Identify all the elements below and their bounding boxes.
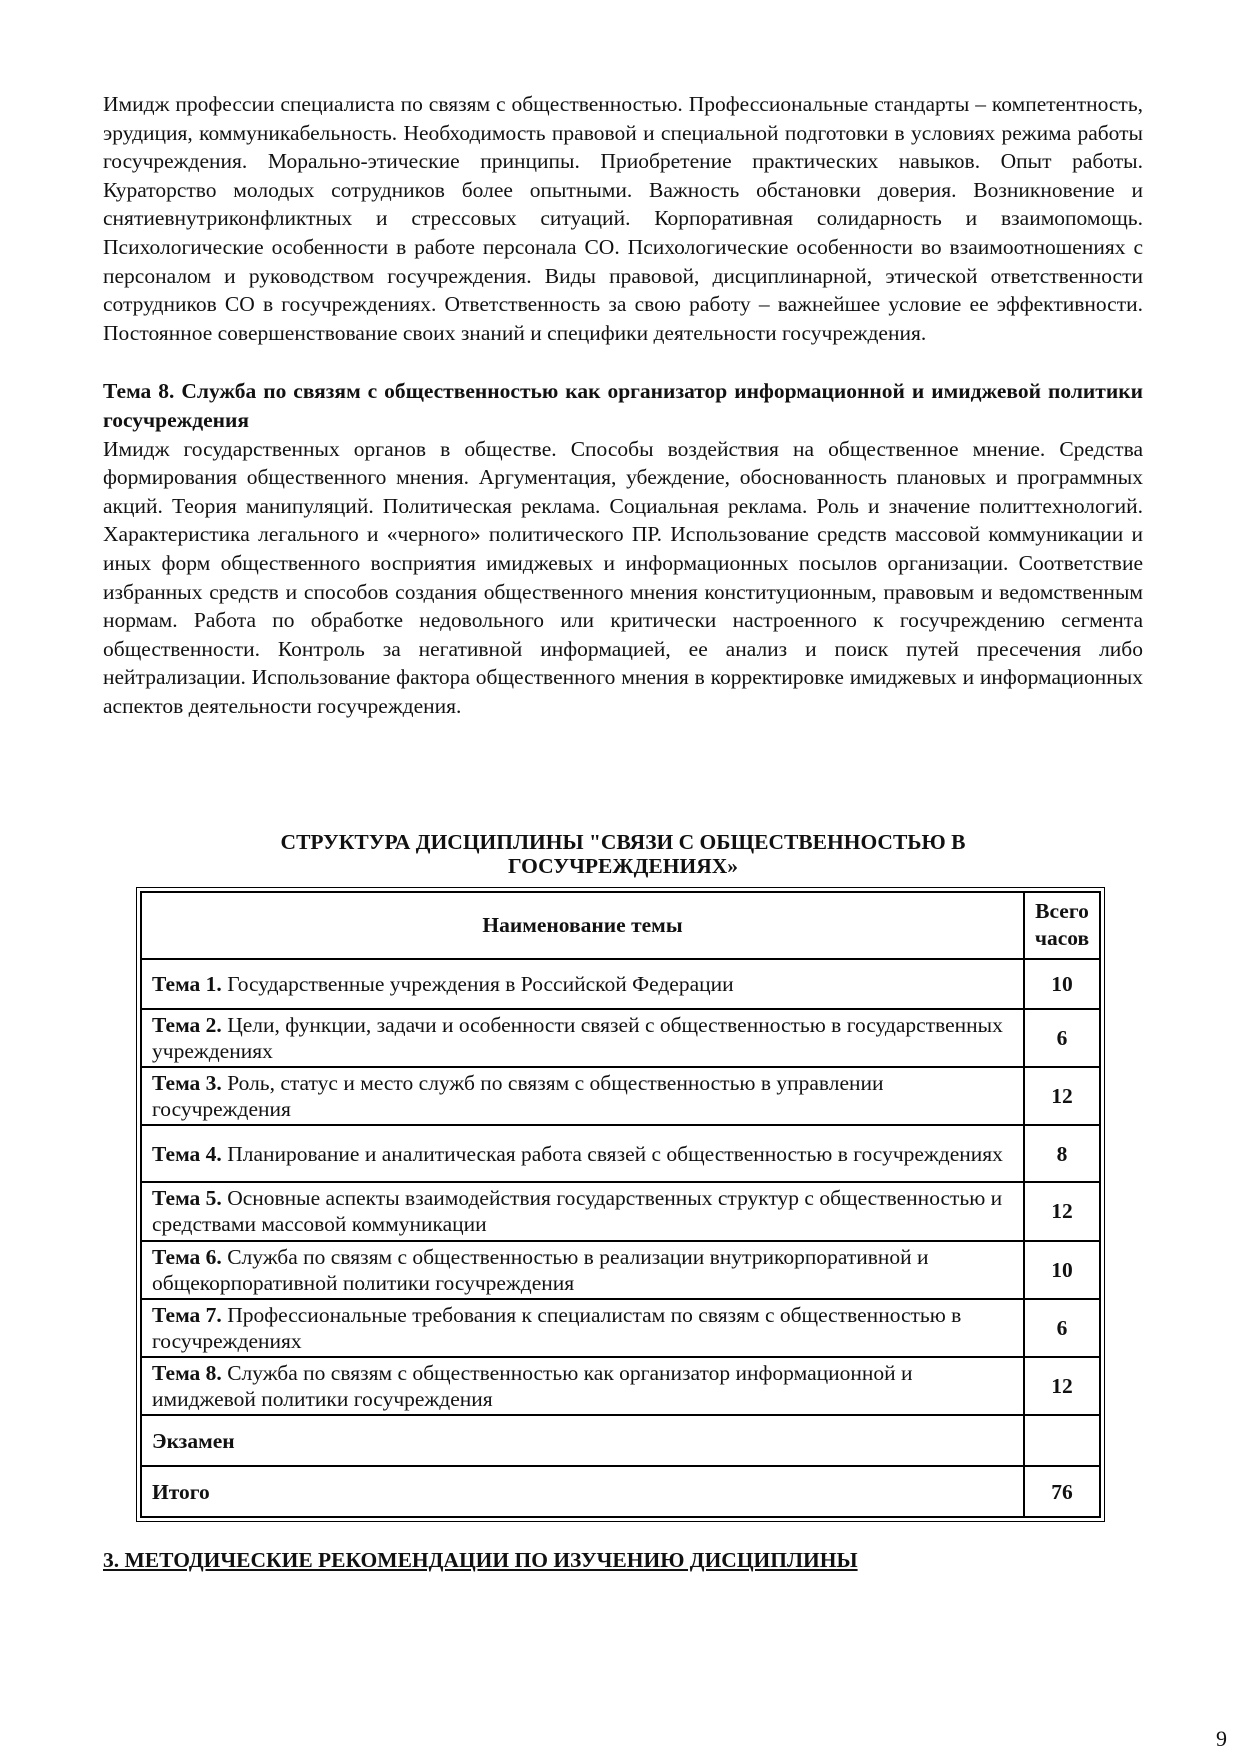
topic-cell xyxy=(141,1009,1024,1067)
topic-text: Государственные учреждения в Российской Федерации xyxy=(227,971,734,996)
table-row xyxy=(141,1182,1100,1240)
hours-cell: 10 xyxy=(1024,1241,1100,1299)
exam-hours xyxy=(1024,1415,1100,1466)
topic8-heading: Тема 8. Служба по связям с общественностью как организатор информационной и имиджевой политики госучреждения xyxy=(103,379,1143,432)
header-hours-line2: часов xyxy=(1034,926,1090,951)
topic-cell xyxy=(141,1067,1024,1125)
header-topic: Наименование темы xyxy=(141,892,1024,959)
hours-cell: 6 xyxy=(1024,1299,1100,1357)
topic-label: Тема 5. xyxy=(152,1186,222,1211)
topic-cell xyxy=(141,1241,1024,1299)
topic-text: Профессиональные требования к специалистам по связям с общественностью в госучреждениях xyxy=(152,1303,962,1354)
topic-text: Цели, функции, задачи и особенности связей с общественностью в государственных учреждениях xyxy=(152,1012,1003,1063)
hours-cell: 12 xyxy=(1024,1067,1100,1125)
hours-cell: 12 xyxy=(1024,1357,1100,1415)
topic-cell xyxy=(141,1125,1024,1182)
topic-label: Тема 3. xyxy=(152,1070,222,1095)
topic-label: Тема 6. xyxy=(152,1244,222,1269)
topic-label: Тема 7. xyxy=(152,1303,222,1328)
structure-table xyxy=(140,891,1101,1518)
structure-title xyxy=(103,830,1143,878)
table-row xyxy=(141,959,1100,1009)
topic-label: Тема 4. xyxy=(152,1141,222,1166)
table-row xyxy=(141,1125,1100,1182)
topic-text: Планирование и аналитическая работа связей с общественностью в госучреждениях xyxy=(227,1141,1003,1166)
topic8-body: Имидж государственных органов в обществе. Способы воздействия на общественное мнение. Средства формирования общественного мнения. Аргументация, убеждение, обоснованность плановых и программных акций. Теория манипуляций. Политическая реклама. Социальная реклама. Роль и значение политтехнологий. Характеристика легального и «черного» политического ПР. Использование средств массовой коммуникации и иных форм общественного восприятия имиджевых и информационных посылов организации. Соответствие избранных средств и способов создания общественного мнения конституционным, правовым и ведомственным нормам. Работа по обработке недовольного или критически настроенного к госучреждению сегмента общественности. Контроль за негативной информацией, ее анализ и поиск путей пресечения либо нейтрализации. Использование фактора общественного мнения в корректировке имиджевых и информационных аспектов деятельности госучреждения. xyxy=(103,436,1143,718)
topic-text: Роль, статус и место служб по связям с общественностью в управлении госучреждения xyxy=(152,1070,884,1121)
topic-cell xyxy=(141,1182,1024,1240)
exam-row xyxy=(141,1415,1100,1466)
structure-title-line2: ГОСУЧРЕЖДЕНИЯХ» xyxy=(507,854,739,878)
topic-label: Тема 1. xyxy=(152,971,222,996)
document-page xyxy=(103,90,1227,1751)
topic-cell xyxy=(141,1357,1024,1415)
table-row xyxy=(141,1241,1100,1299)
topic-text: Основные аспекты взаимодействия государственных структур с общественностью и средствами массовой коммуникации xyxy=(152,1186,1003,1237)
page-number: 9 xyxy=(1216,1726,1227,1751)
topic-cell xyxy=(141,1299,1024,1357)
exam-label: Экзамен xyxy=(141,1415,1024,1466)
total-hours: 76 xyxy=(1024,1466,1100,1517)
table-row xyxy=(141,1357,1100,1415)
structure-title-line1: СТРУКТУРА ДИСЦИПЛИНЫ "СВЯЗИ С ОБЩЕСТВЕННОСТЬЮ В xyxy=(280,830,966,854)
topic-cell xyxy=(141,959,1024,1009)
hours-cell: 6 xyxy=(1024,1009,1100,1067)
topic-text: Служба по связям с общественностью как организатор информационной и имиджевой политики госучреждения xyxy=(152,1361,913,1412)
intro-paragraph: Имидж профессии специалиста по связям с общественностью. Профессиональные стандарты – компетентность, эрудиция, коммуникабельность. Необходимость правовой и специальной подготовки в условиях режима работы госучреждения. Морально-этические принципы. Приобретение практических навыков. Опыт работы. Кураторство молодых сотрудников более опытными. Важность обстановки доверия. Возникновение и снятиевнутриконфликтных и стрессовых ситуаций. Корпоративная солидарность и взаимопомощь. Психологические особенности в работе персонала СО. Психологические особенности во взаимоотношениях с персоналом и руководством госучреждения. Виды правовой, дисциплинарной, этической ответственности сотрудников СО в госучреждениях. Ответственность за свою работу – важнейшее условие ее эффективности. Постоянное совершенствование своих знаний и специфики деятельности госучреждения. xyxy=(103,92,1143,345)
section3-title: 3. МЕТОДИЧЕСКИЕ РЕКОМЕНДАЦИИ ПО ИЗУЧЕНИЮ ДИСЦИПЛИНЫ xyxy=(103,1548,858,1572)
table-row xyxy=(141,1067,1100,1125)
table-header-row xyxy=(141,892,1100,959)
header-hours-line1: Всего xyxy=(1035,899,1089,924)
hours-cell: 10 xyxy=(1024,959,1100,1009)
total-row xyxy=(141,1466,1100,1517)
table-row xyxy=(141,1009,1100,1067)
topic-label: Тема 2. xyxy=(152,1012,222,1037)
topic-text: Служба по связям с общественностью в реализации внутрикорпоративной и общекорпоративной политики госучреждения xyxy=(152,1244,929,1295)
structure-table-frame xyxy=(136,887,1105,1522)
total-label: Итого xyxy=(141,1466,1024,1517)
topic-label: Тема 8. xyxy=(152,1361,222,1386)
table-row xyxy=(141,1299,1100,1357)
header-hours xyxy=(1024,892,1100,959)
hours-cell: 12 xyxy=(1024,1182,1100,1240)
hours-cell: 8 xyxy=(1024,1125,1100,1182)
